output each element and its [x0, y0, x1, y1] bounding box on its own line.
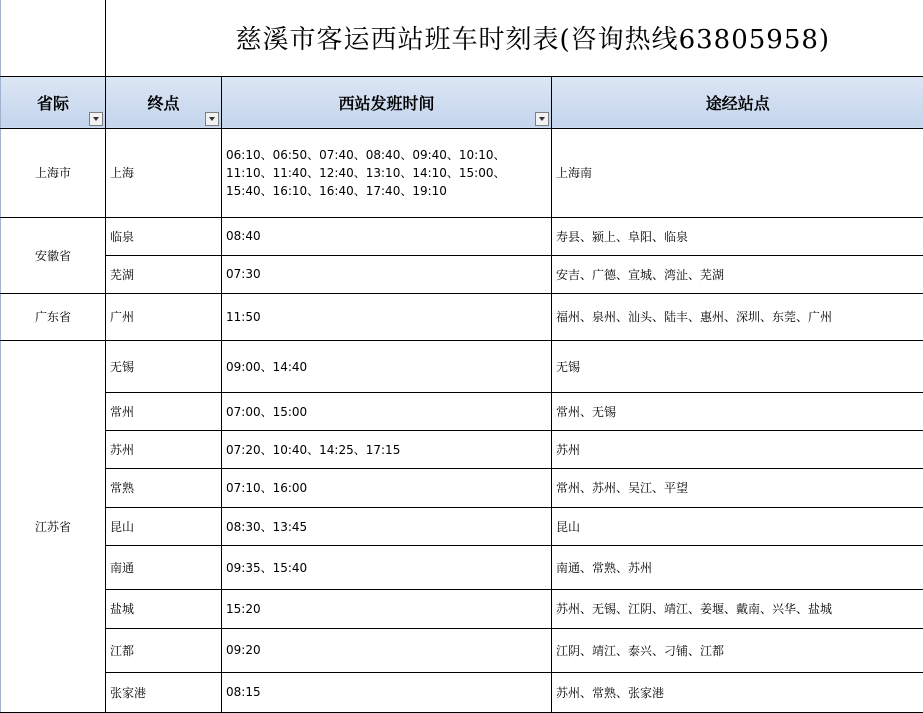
via-stations-cell: 无锡 [552, 340, 923, 392]
province-cell: 江苏省 [1, 340, 106, 712]
departure-times-cell: 08:40 [222, 217, 552, 255]
header-via [552, 76, 923, 128]
province-cell: 广东省 [1, 293, 106, 340]
departure-times-cell: 07:10、16:00 [222, 468, 552, 507]
title-row [1, 0, 923, 76]
via-stations-cell: 常州、苏州、吴江、平望 [552, 468, 923, 507]
header-row [1, 76, 923, 128]
table-row [1, 293, 923, 340]
via-stations-cell: 苏州 [552, 430, 923, 468]
table-row [1, 468, 923, 507]
table-row [1, 672, 923, 712]
via-stations-cell: 常州、无锡 [552, 392, 923, 430]
departure-times-cell: 06:10、06:50、07:40、08:40、09:40、10:10、11:10、11:40、12:40、13:10、14:10、15:00、15:40、16:10、16:40、17:40、19:10 [222, 128, 552, 217]
title-blank-cell [1, 0, 106, 76]
departure-times-cell: 15:20 [222, 589, 552, 628]
page-title: 慈溪市客运西站班车时刻表(咨询热线63805958) [106, 0, 923, 76]
table-row [1, 507, 923, 545]
via-stations-cell: 上海南 [552, 128, 923, 217]
destination-cell: 上海 [106, 128, 222, 217]
via-stations-cell: 南通、常熟、苏州 [552, 545, 923, 589]
province-cell: 上海市 [1, 128, 106, 217]
destination-cell: 张家港 [106, 672, 222, 712]
header-destination-label: 终点 [147, 94, 179, 113]
table-row [1, 545, 923, 589]
destination-cell: 芜湖 [106, 255, 222, 293]
table-row [1, 128, 923, 217]
table-row [1, 589, 923, 628]
table-row [1, 217, 923, 255]
header-departure-label: 西站发班时间 [338, 94, 434, 113]
destination-cell: 江都 [106, 628, 222, 672]
departure-times-cell: 08:30、13:45 [222, 507, 552, 545]
destination-cell: 常熟 [106, 468, 222, 507]
departure-times-cell: 09:00、14:40 [222, 340, 552, 392]
destination-cell: 无锡 [106, 340, 222, 392]
via-stations-cell: 福州、泉州、汕头、陆丰、惠州、深圳、东莞、广州 [552, 293, 923, 340]
via-stations-cell: 江阴、靖江、泰兴、刁铺、江都 [552, 628, 923, 672]
destination-cell: 临泉 [106, 217, 222, 255]
header-province [1, 76, 106, 128]
header-province-label: 省际 [37, 94, 69, 113]
table-row [1, 255, 923, 293]
via-stations-cell: 苏州、常熟、张家港 [552, 672, 923, 712]
destination-cell: 南通 [106, 545, 222, 589]
filter-dropdown-departure-icon[interactable] [535, 112, 549, 126]
province-cell: 安徽省 [1, 217, 106, 293]
departure-times-cell: 09:35、15:40 [222, 545, 552, 589]
header-via-label: 途经站点 [706, 94, 770, 113]
departure-times-cell: 07:30 [222, 255, 552, 293]
filter-dropdown-destination-icon[interactable] [205, 112, 219, 126]
table-row [1, 430, 923, 468]
table-row [1, 392, 923, 430]
departure-times-cell: 11:50 [222, 293, 552, 340]
via-stations-cell: 安吉、广德、宣城、湾沚、芜湖 [552, 255, 923, 293]
table-row [1, 628, 923, 672]
departure-times-cell: 07:20、10:40、14:25、17:15 [222, 430, 552, 468]
destination-cell: 常州 [106, 392, 222, 430]
destination-cell: 昆山 [106, 507, 222, 545]
departure-times-cell: 08:15 [222, 672, 552, 712]
via-stations-cell: 苏州、无锡、江阴、靖江、姜堰、戴南、兴华、盐城 [552, 589, 923, 628]
destination-cell: 苏州 [106, 430, 222, 468]
departure-times-cell: 07:00、15:00 [222, 392, 552, 430]
via-stations-cell: 昆山 [552, 507, 923, 545]
header-destination [106, 76, 222, 128]
destination-cell: 盐城 [106, 589, 222, 628]
filter-dropdown-province-icon[interactable] [89, 112, 103, 126]
departure-times-cell: 09:20 [222, 628, 552, 672]
table-row [1, 340, 923, 392]
header-departure [222, 76, 552, 128]
via-stations-cell: 寿县、颍上、阜阳、临泉 [552, 217, 923, 255]
destination-cell: 广州 [106, 293, 222, 340]
